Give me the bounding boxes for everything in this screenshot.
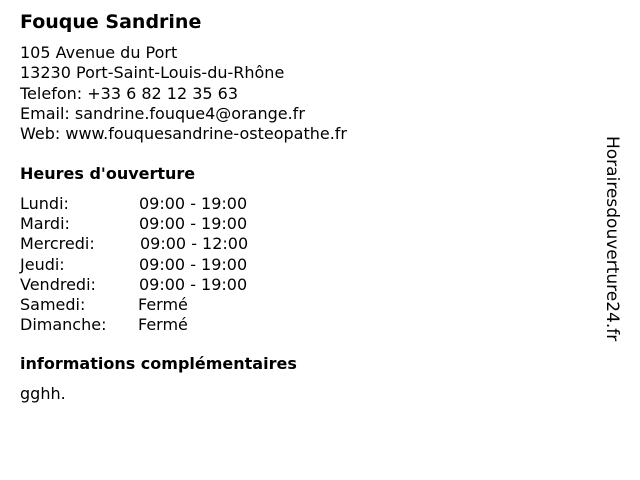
day-label: Jeudi: — [20, 254, 65, 274]
day-label: Dimanche: — [20, 315, 107, 335]
email-line: Email: sandrine.fouque4@orange.fr — [20, 103, 305, 123]
time-value: 09:00 - 19:00 — [139, 214, 248, 234]
info-text: gghh. — [20, 384, 66, 403]
day-label: Vendredi: — [20, 274, 96, 294]
day-label: Mardi: — [20, 214, 70, 234]
address-street: 105 Avenue du Port — [20, 43, 178, 62]
info-title: informations complémentaires — [20, 354, 297, 373]
phone-line: Telefon: +33 6 82 12 35 63 — [20, 83, 239, 103]
day-label: Mercredi: — [20, 234, 95, 254]
day-label: Samedi: — [20, 294, 86, 314]
business-name: Fouque Sandrine — [20, 11, 202, 33]
time-value: 09:00 - 19:00 — [139, 274, 248, 294]
day-label: Lundi: — [20, 194, 69, 213]
address-city: 13230 Port-Saint-Louis-du-Rhône — [20, 63, 285, 83]
time-value: Fermé — [138, 315, 188, 335]
brand-watermark: Horairesdouverture24.fr — [602, 136, 622, 342]
time-value: 09:00 - 19:00 — [139, 194, 248, 213]
contact-block — [20, 43, 347, 144]
hours-title: Heures d'ouverture — [20, 164, 196, 183]
time-value: Fermé — [138, 294, 188, 314]
time-value: 09:00 - 19:00 — [139, 254, 248, 274]
web-line: Web: www.fouquesandrine-osteopathe.fr — [20, 124, 347, 144]
time-value: 09:00 - 12:00 — [140, 234, 249, 254]
